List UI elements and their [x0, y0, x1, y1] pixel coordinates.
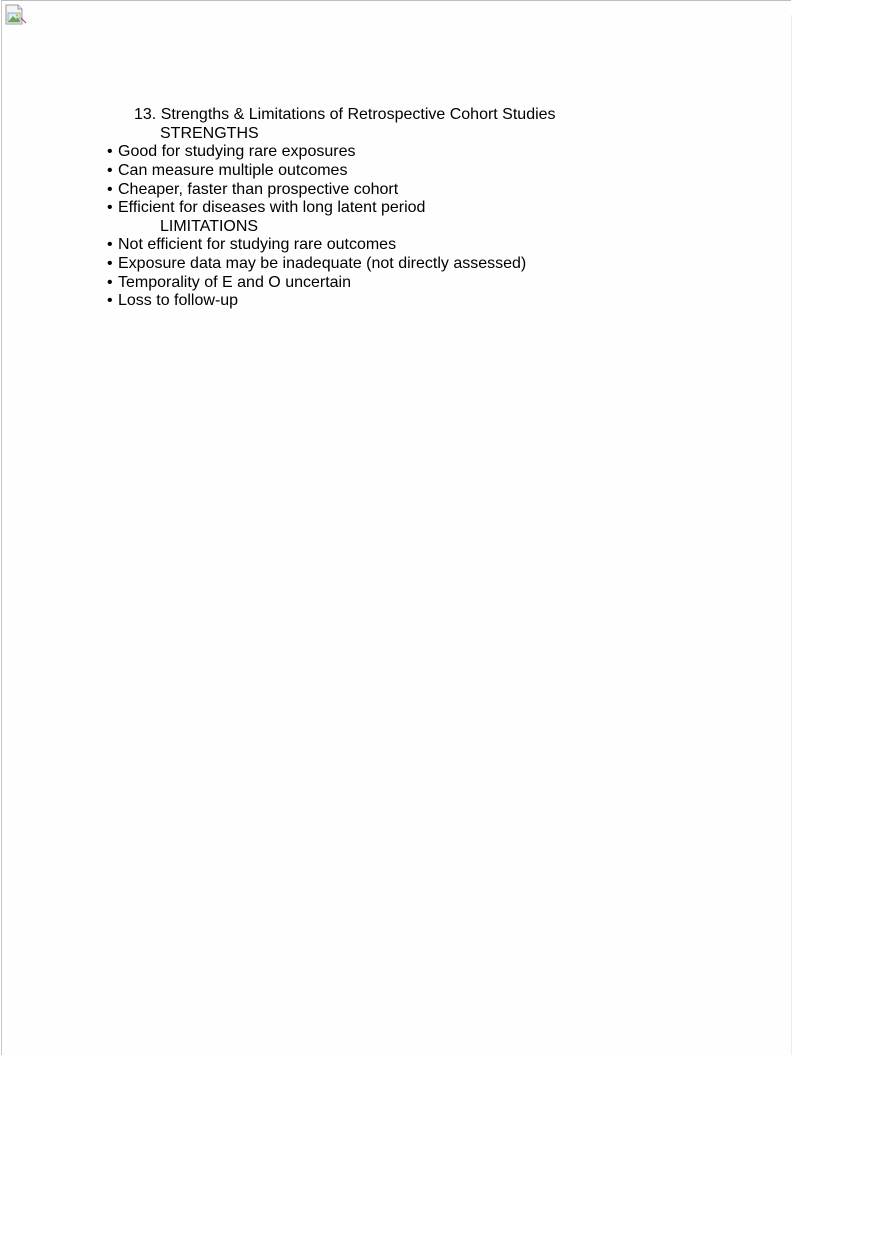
list-item: • Can measure multiple outcomes	[107, 162, 348, 179]
limitations-heading: LIMITATIONS	[160, 218, 259, 235]
list-item: • Efficient for diseases with long latent period	[107, 199, 426, 216]
list-item: • Not efficient for studying rare outcomes	[107, 236, 397, 253]
list-item: • Loss to follow-up	[107, 292, 239, 309]
list-item: • Exposure data may be inadequate (not directly assessed)	[107, 255, 527, 272]
slide-title: 13. Strengths & Limitations of Retrospective Cohort Studies	[134, 106, 556, 123]
list-item: • Temporality of E and O uncertain	[107, 274, 352, 291]
list-item: • Good for studying rare exposures	[107, 143, 356, 160]
document-page	[1, 0, 791, 1055]
list-item: • Cheaper, faster than prospective cohort	[107, 181, 399, 198]
strengths-heading: STRENGTHS	[160, 125, 259, 142]
slide-notes-text	[2, 1, 792, 1056]
